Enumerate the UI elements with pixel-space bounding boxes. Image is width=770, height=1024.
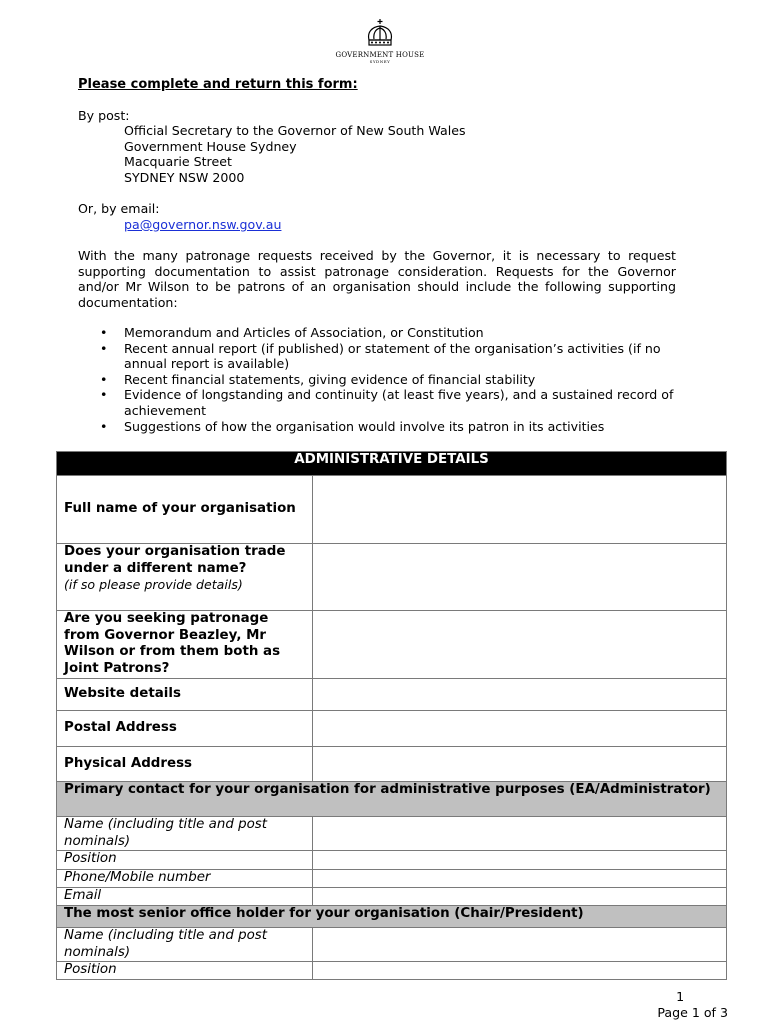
postal-address-label: Postal Address <box>57 711 313 747</box>
administrative-details-table <box>56 451 727 980</box>
contact-email-label: Email <box>57 888 313 906</box>
physical-address-label: Physical Address <box>57 747 313 782</box>
form-heading: Please complete and return this form: <box>78 77 358 92</box>
address-line: SYDNEY NSW 2000 <box>124 170 245 185</box>
list-item: • Evidence of longstanding and continuity (at least five years), and a sustained record of achievement <box>100 387 674 418</box>
email-link[interactable]: pa@governor.nsw.gov.au <box>124 217 282 232</box>
contact-email-field[interactable] <box>313 888 727 906</box>
contact-name-field[interactable] <box>313 817 727 851</box>
crest-subtitle: SYDNEY <box>369 59 391 64</box>
list-item: • Suggestions of how the organisation would involve its patron in its activities <box>100 418 605 434</box>
contact-position-label: Position <box>57 851 313 870</box>
page-of-label: Page 1 of 3 <box>657 1004 728 1020</box>
senior-position-label: Position <box>57 962 313 980</box>
senior-name-label: Name (including title and post nominals) <box>57 928 313 962</box>
contact-position-field[interactable] <box>313 851 727 870</box>
address-line: Macquarie Street <box>124 154 232 169</box>
full-name-label: Full name of your organisation <box>57 476 313 544</box>
contact-phone-field[interactable] <box>313 870 727 888</box>
intro-paragraph: With the many patronage requests received by the Governor, it is necessary to request supporting documentation to assist patronage consideration. Requests for the Governor and/or Mr Wilson to be patrons of an organisation should include the following supporting documentation: <box>78 248 676 310</box>
address-line: Official Secretary to the Governor of New South Wales <box>124 123 466 138</box>
list-item: • Memorandum and Articles of Association, or Constitution <box>100 325 484 340</box>
by-post-label: By post: <box>78 108 130 123</box>
website-label: Website details <box>57 679 313 711</box>
crest-title: GOVERNMENT HOUSE <box>335 51 425 59</box>
government-house-crest <box>335 18 425 64</box>
by-email-label: Or, by email: <box>78 201 160 216</box>
list-item: • Recent financial statements, giving evidence of financial stability <box>100 371 536 387</box>
patron-question-field[interactable] <box>313 611 727 679</box>
trade-name-label: Does your organisation trade under a different name? (if so please provide details) <box>57 544 313 611</box>
full-name-field[interactable] <box>313 476 727 544</box>
patron-question-label: Are you seeking patronage from Governor Beazley, Mr Wilson or from them both as Joint Patrons? <box>57 611 313 679</box>
section-title: ADMINISTRATIVE DETAILS <box>57 452 727 476</box>
contact-phone-label: Phone/Mobile number <box>57 870 313 888</box>
page-footer <box>657 989 728 1020</box>
address-line: Government House Sydney <box>124 139 297 154</box>
postal-address-field[interactable] <box>313 711 727 747</box>
senior-position-field[interactable] <box>313 962 727 980</box>
documentation-list <box>78 325 678 434</box>
trade-name-note: (if so please provide details) <box>64 577 243 593</box>
website-field[interactable] <box>313 679 727 711</box>
contact-name-label: Name (including title and post nominals) <box>57 817 313 851</box>
physical-address-field[interactable] <box>313 747 727 782</box>
senior-name-field[interactable] <box>313 928 727 962</box>
crown-icon <box>364 18 396 48</box>
senior-holder-header: The most senior office holder for your organisation (Chair/President) <box>57 906 727 928</box>
list-item: • Recent annual report (if published) or statement of the organisation’s activities (if no annual report is available) <box>100 340 661 372</box>
page-number: 1 <box>676 989 685 1004</box>
primary-contact-header: Primary contact for your organisation for administrative purposes (EA/Administrator) <box>57 782 727 817</box>
trade-name-field[interactable] <box>313 544 727 611</box>
